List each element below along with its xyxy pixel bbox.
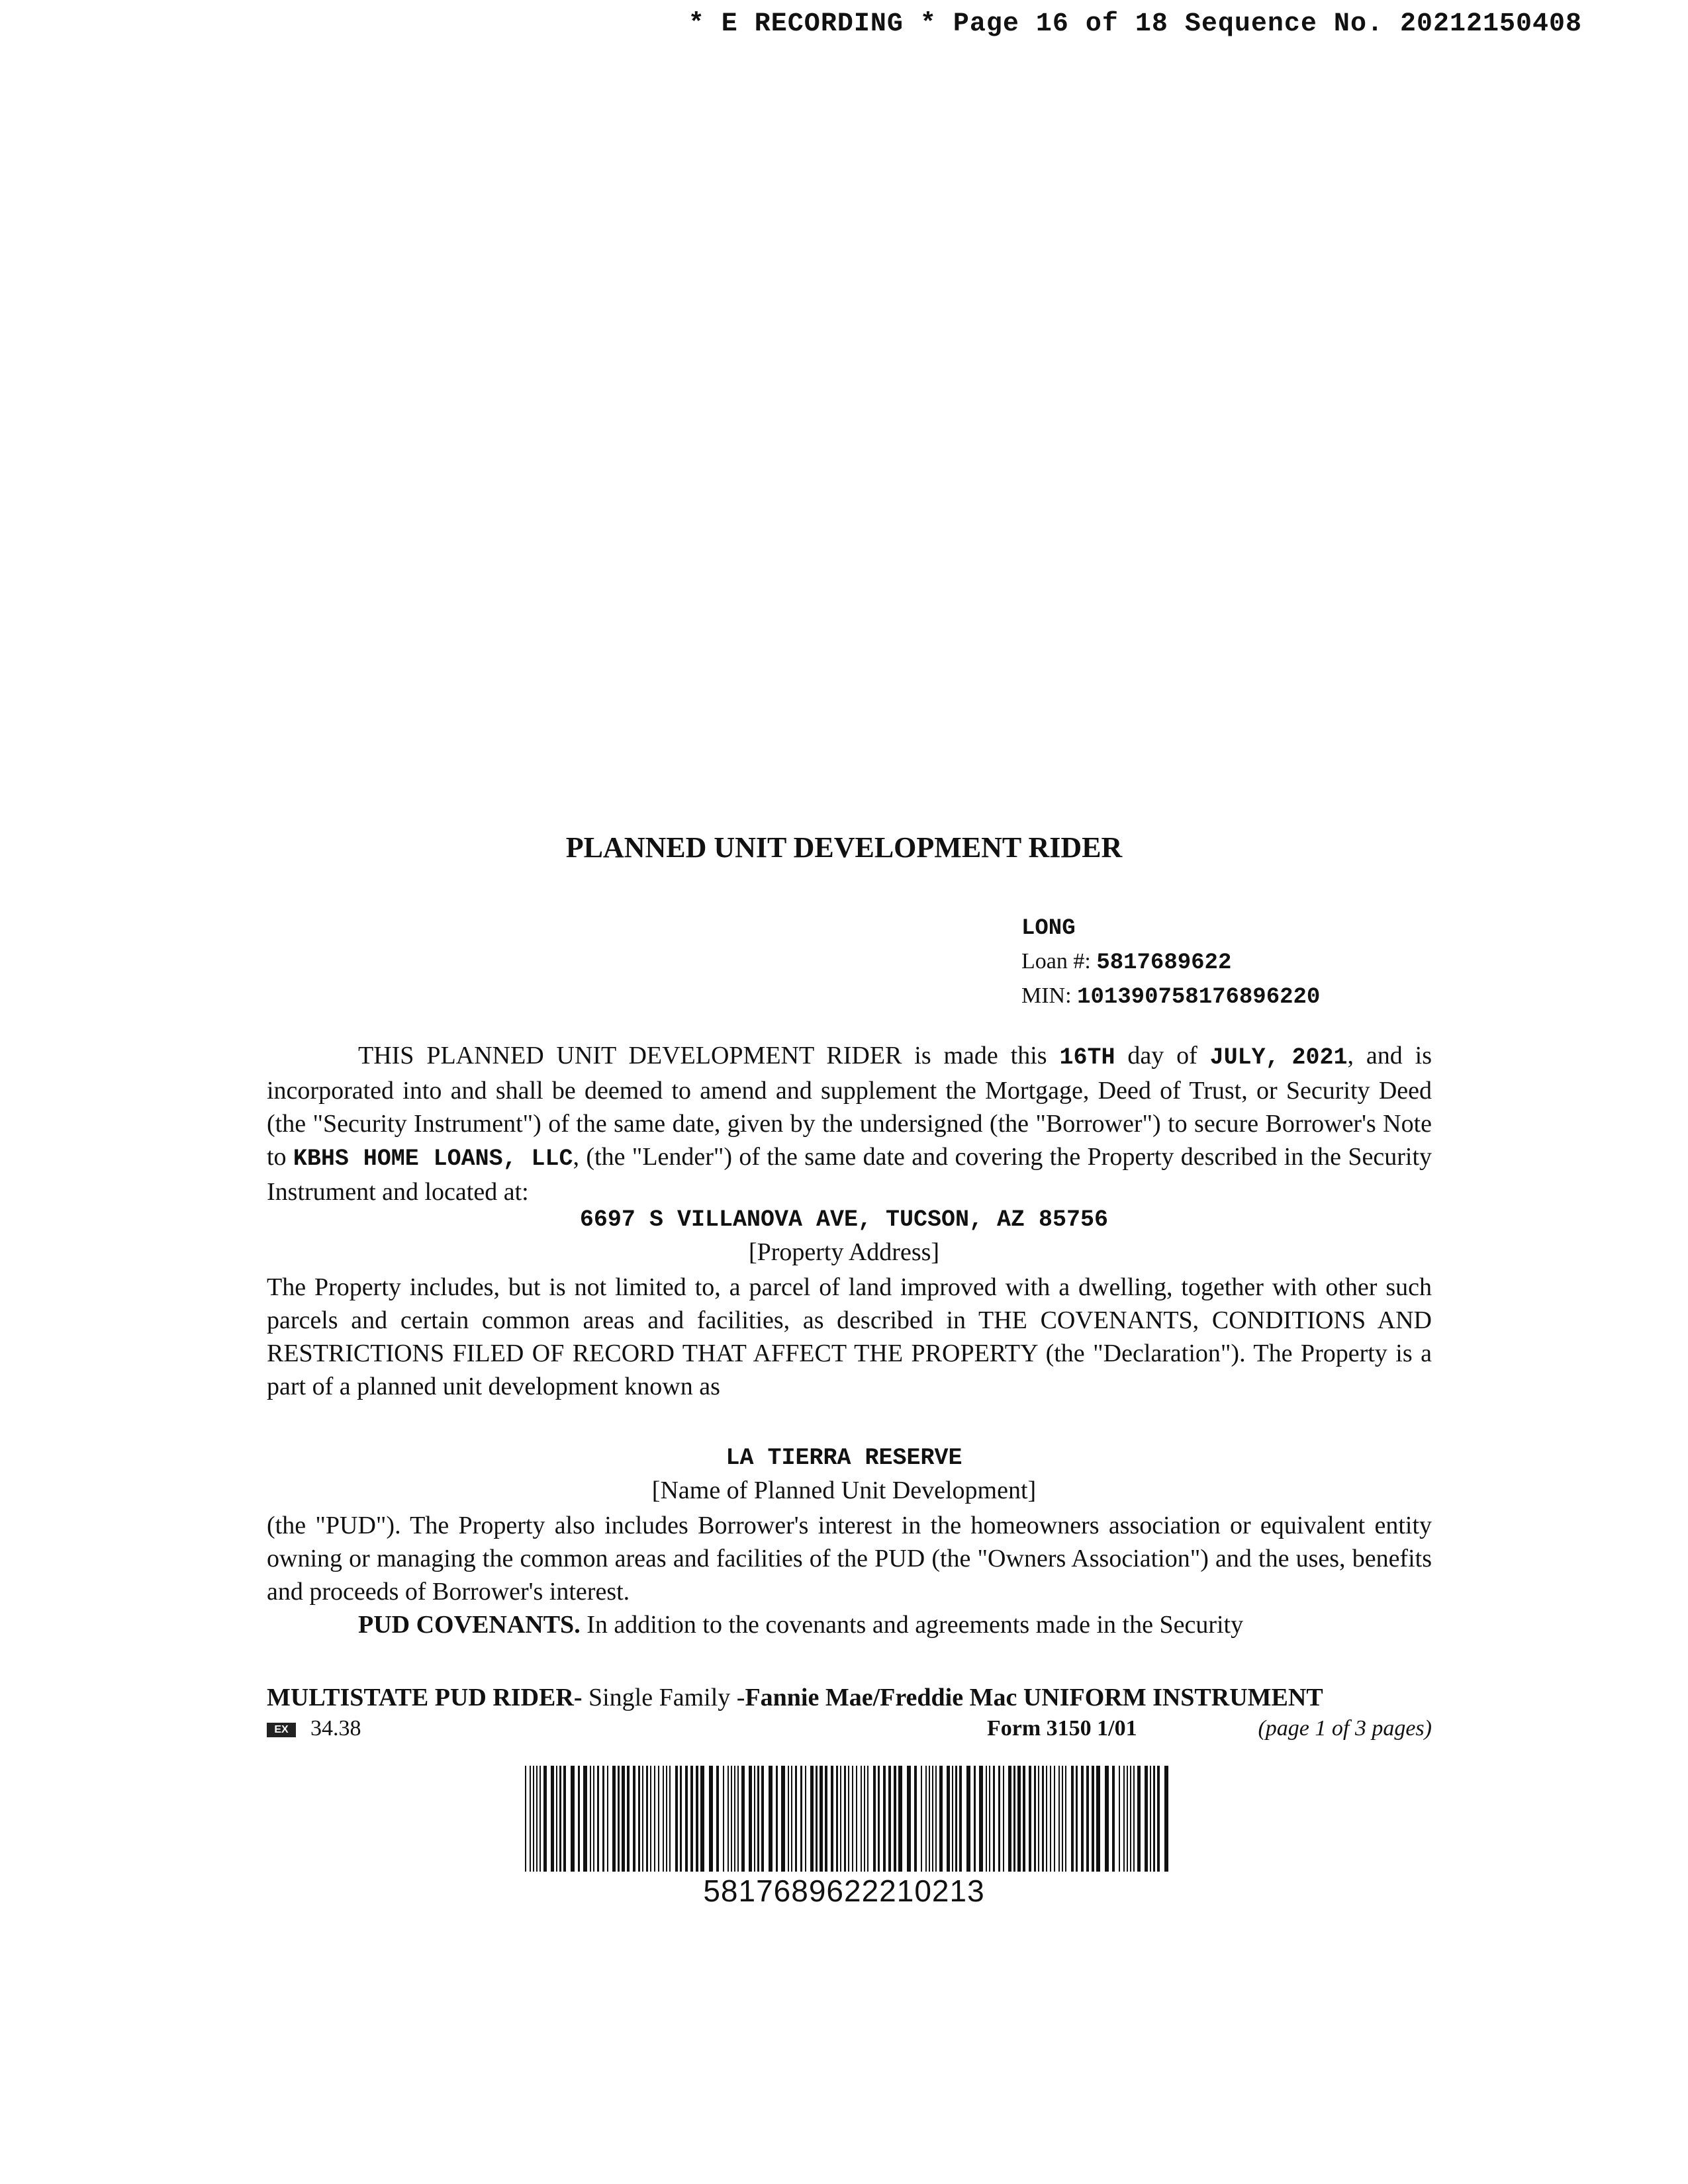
rider-month: JULY, — [1209, 1044, 1280, 1071]
pud-covenants-text: In addition to the covenants and agreements made in the Security — [586, 1611, 1244, 1639]
pud-covenants-paragraph — [267, 1608, 1432, 1641]
intro-lead: THIS PLANNED UNIT DEVELOPMENT RIDER is made this — [358, 1042, 1047, 1069]
rider-year: 2021 — [1291, 1044, 1348, 1071]
min-number: 101390758176896220 — [1077, 985, 1321, 1010]
intro-day-of: day of — [1127, 1042, 1197, 1069]
pud-paragraph: (the "PUD"). The Property also includes Borrower's interest in the homeowners association or equivalent entity owning or managing the common areas and facilities of the PUD (the "Owners Association") and the uses, benefits and proceeds of Borrower's interest. — [267, 1512, 1432, 1606]
property-description: The Property includes, but is not limited to, a parcel of land improved with a dwelling, together with other such parcels and certain common areas and facilities, as described in THE COVENANTS, CONDITIONS AND RESTRICTIONS FILED OF RECORD THAT AFFECT THE PROPERTY (the "Declaration"). The Property is a part of a planned unit development known as — [267, 1273, 1432, 1400]
borrower-name: LONG — [1021, 916, 1076, 941]
loan-number: 5817689622 — [1096, 950, 1232, 976]
rider-day: 16TH — [1059, 1044, 1115, 1071]
intro-tail: , (the "Lender") of the same date and covering the Property described in the Security Instrument and located at: — [267, 1143, 1432, 1206]
page-number: (page 1 of 3 pages) — [1258, 1716, 1432, 1741]
footer-meta — [267, 1716, 1432, 1741]
pud-covenants-heading: PUD COVENANTS. — [358, 1611, 581, 1639]
barcode-image — [525, 1766, 1170, 1872]
loan-info-block — [1021, 912, 1320, 1014]
footer-form-title — [267, 1683, 1432, 1712]
pud-name-label: [Name of Planned Unit Development] — [651, 1477, 1037, 1504]
footer-rider-agency: Fannie Mae/Freddie Mac UNIFORM INSTRUMENT — [745, 1684, 1323, 1711]
form-number: Form 3150 1/01 — [987, 1716, 1137, 1741]
property-address: 6697 S VILLANOVA AVE, TUCSON, AZ 85756 — [579, 1206, 1109, 1233]
form-version: 34.38 — [310, 1716, 361, 1741]
recording-stamp: * E RECORDING * Page 16 of 18 Sequence No. 20212150408 — [688, 9, 1582, 39]
barcode-number: 5817689622210213 — [703, 1874, 985, 1908]
lender-name: KBHS HOME LOANS, LLC — [293, 1146, 573, 1172]
loan-number-line — [1021, 945, 1320, 979]
document-title: PLANNED UNIT DEVELOPMENT RIDER — [565, 831, 1123, 864]
footer-rider-title: MULTISTATE PUD RIDER- — [267, 1684, 583, 1711]
min-label: MIN: — [1021, 983, 1072, 1008]
min-line — [1021, 979, 1320, 1014]
ellie-mae-logo: EX — [267, 1723, 296, 1737]
property-address-label: [Property Address] — [748, 1238, 940, 1266]
footer-rider-family: Single Family - — [588, 1684, 745, 1711]
intro-paragraph — [267, 1039, 1432, 1208]
loan-number-label: Loan #: — [1021, 949, 1091, 974]
pud-name: LA TIERRA RESERVE — [726, 1445, 962, 1471]
intro-mid: , and is incorporated into and shall be deemed to amend and supplement the Mortgage, Deed of Trust, or Security Deed (the "Security Instrument") of the same date, given by the undersigned (the "Borrower") to secure Borrower's Note to — [267, 1042, 1432, 1171]
